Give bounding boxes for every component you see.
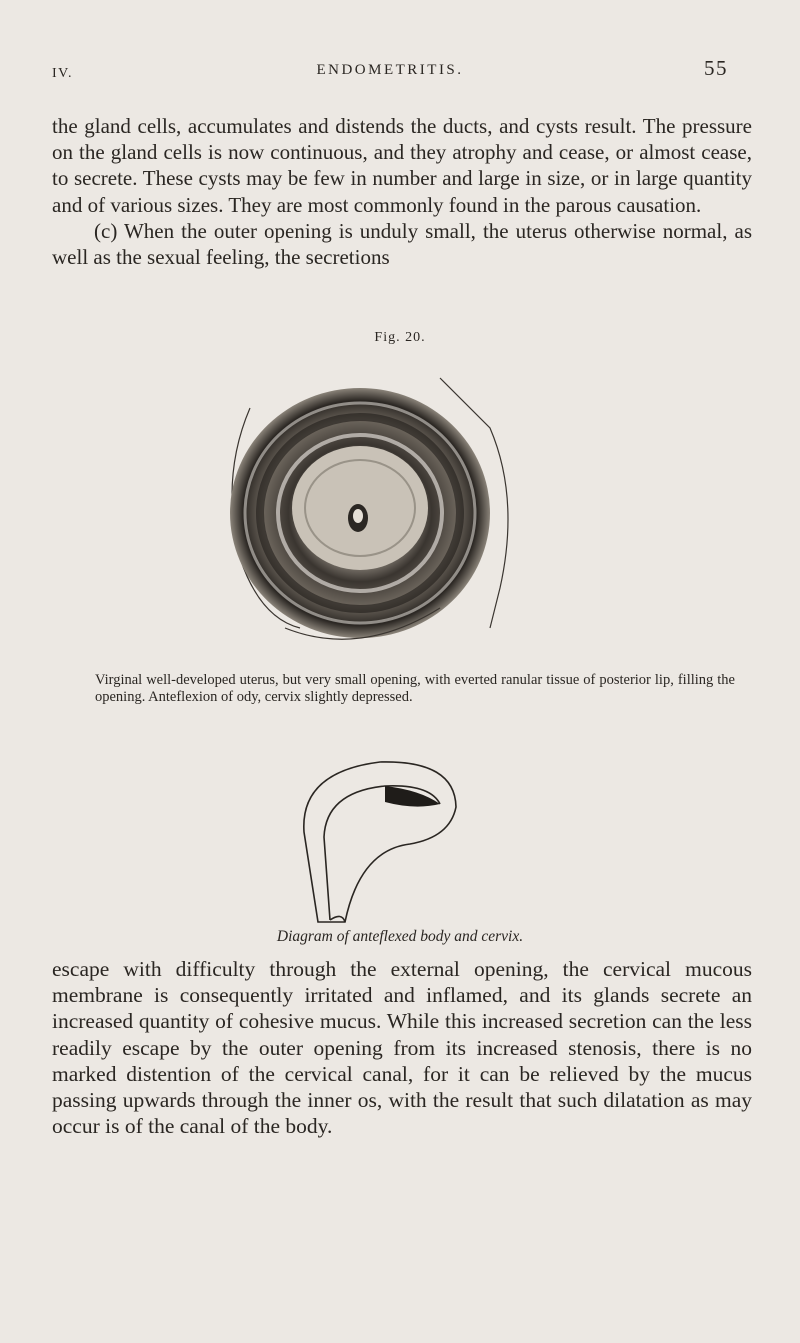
bottom-text-block xyxy=(52,956,752,1139)
uterus-illustration xyxy=(190,358,540,658)
running-title: ENDOMETRITIS. xyxy=(316,62,464,78)
page-number: 55 xyxy=(704,56,728,80)
top-text-block xyxy=(52,113,752,270)
paragraph-c: (c) When the outer opening is unduly small, the uterus otherwise normal, as well as the sexual feeling, the secretions xyxy=(52,218,752,270)
running-head xyxy=(52,56,728,90)
figure-label: Fig. 20. xyxy=(374,330,426,345)
paragraph-continued: escape with difficulty through the external opening, the cervical mucous membrane is consequently irritated and inflamed, and its glands secrete an increased quantity of cohesive mucus. While this increased secretion can the less readily escape by the outer opening from its increased stenosis, there is no marked distention of the cervical canal, for it can be relieved by the mucus passing upwards through the inner os, with the result that such dilatation as may occur is of the canal of the body. xyxy=(52,957,752,1139)
figure-caption: Virginal well-developed uterus, but very small opening, with everted ranular tissue of posterior lip, filling the opening. Anteflexion of ody, cervix slightly depressed. xyxy=(95,672,735,705)
chapter-number: IV. xyxy=(52,66,73,81)
diagram-caption: Diagram of anteflexed body and cervix. xyxy=(276,928,524,945)
paragraph-continuation: the gland cells, accumulates and distends the ducts, and cysts result. The pressure on the gland cells is now continuous, and they atrophy and cease, or almost cease, to secrete. These cysts may be few in number and large in size, or in large quantity and of various sizes. They are most commonly found in the parous causation. xyxy=(52,114,752,217)
anteflexion-diagram xyxy=(290,752,470,932)
